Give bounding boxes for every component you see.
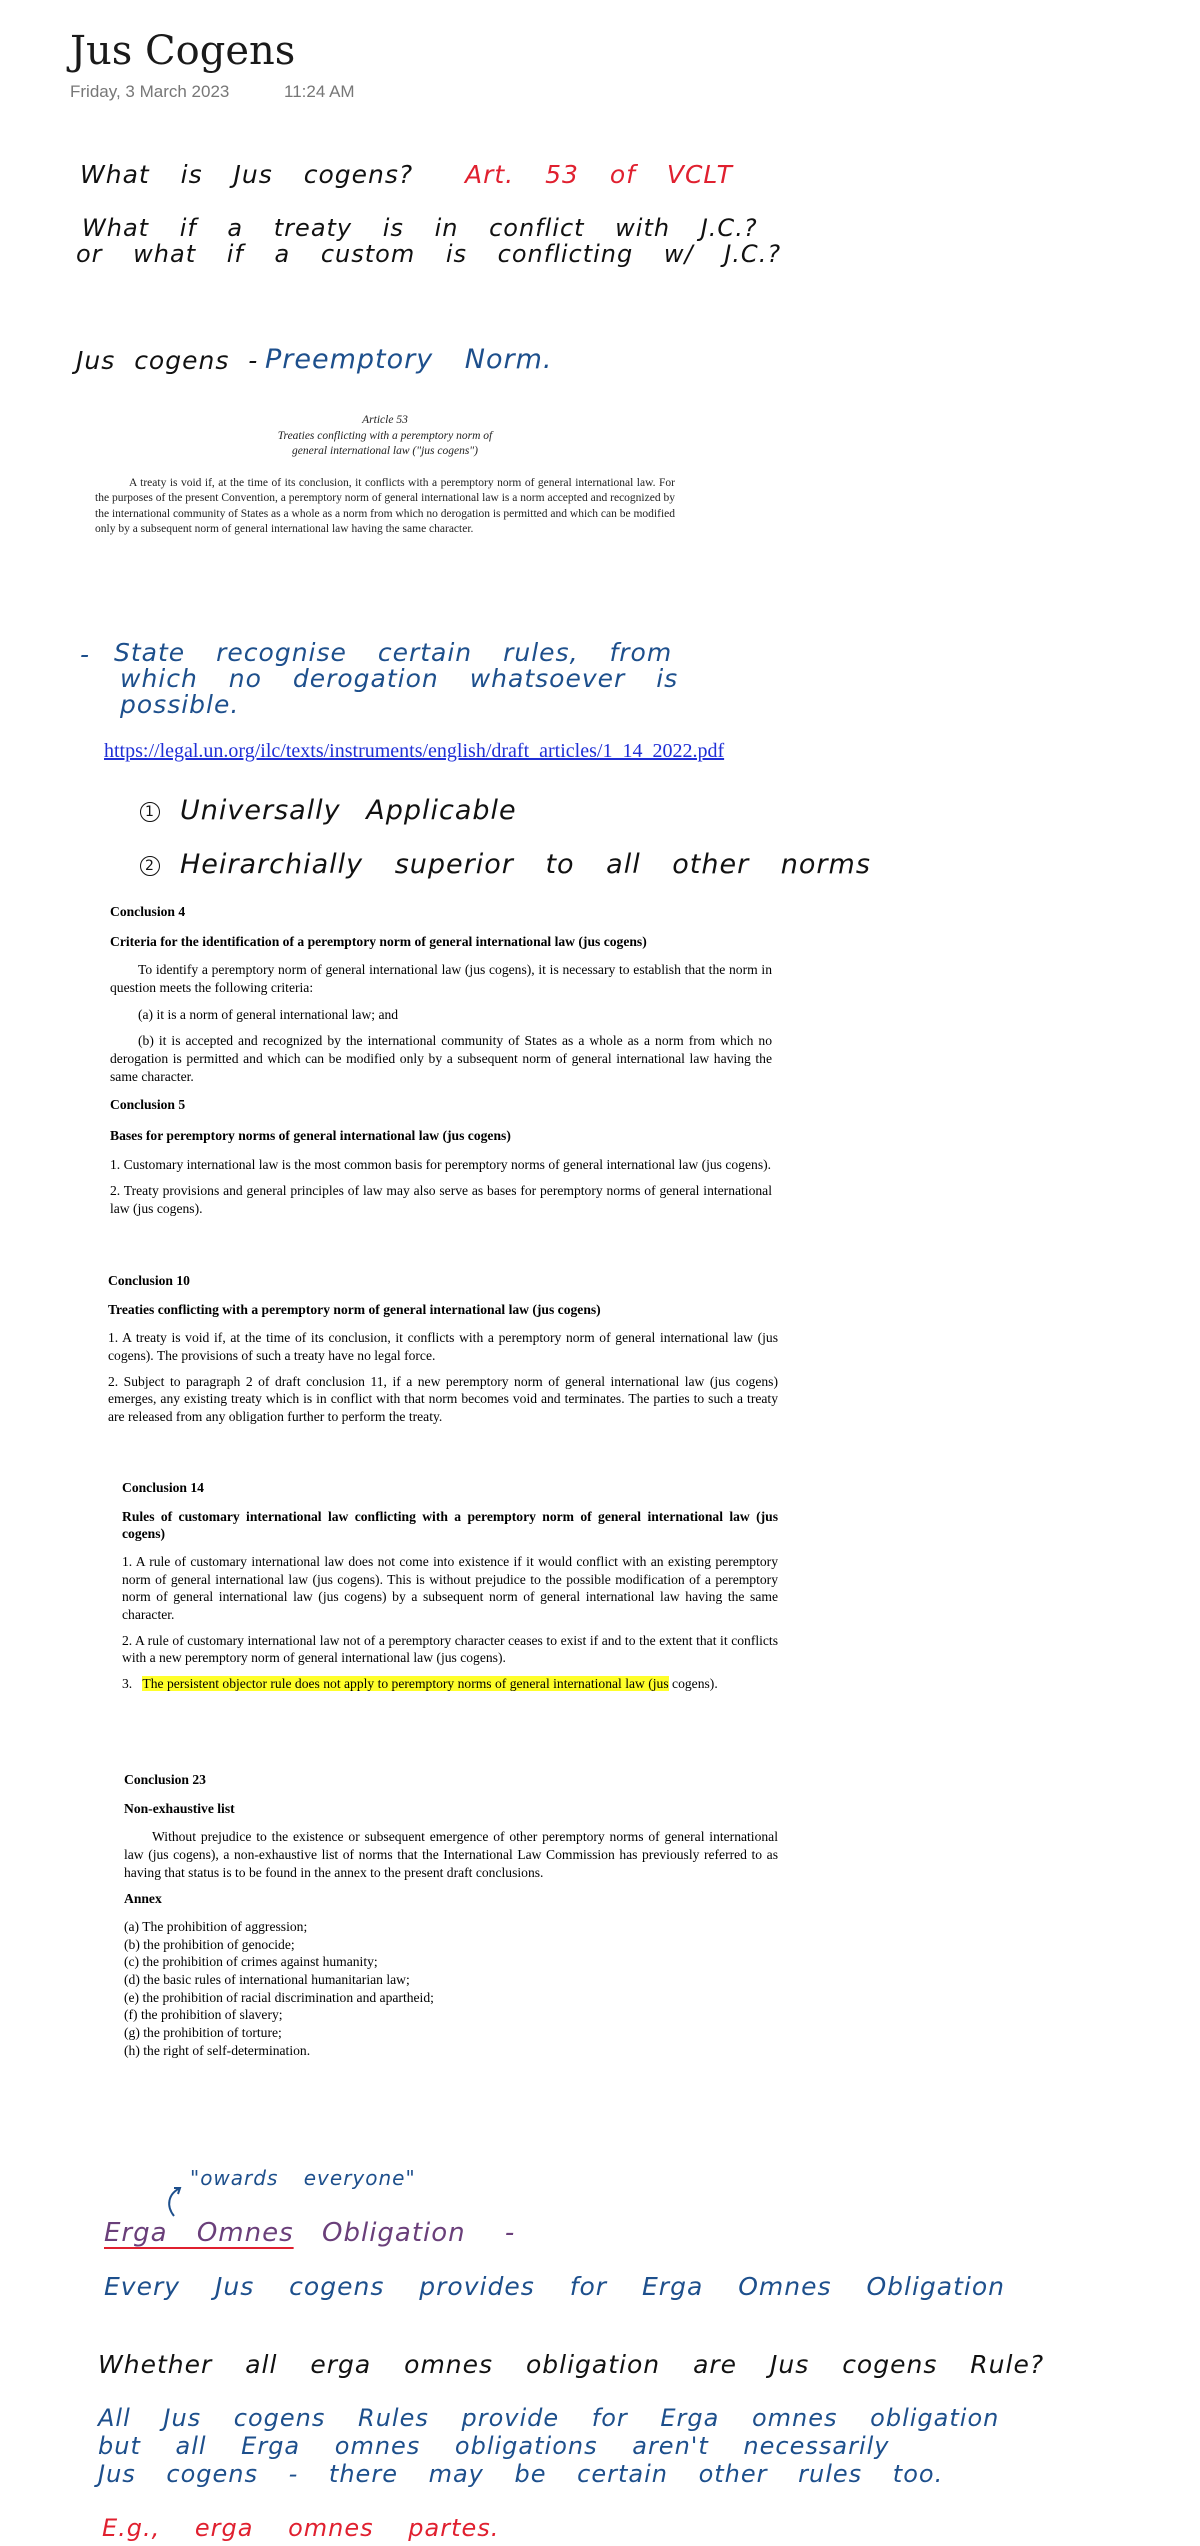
conclusion-10-title: Treaties conflicting with a peremptory norm of general international law (jus cogens) xyxy=(108,1301,601,1317)
conclusion-10-heading: Conclusion 10 xyxy=(108,1273,190,1288)
note-state-line-3: possible. xyxy=(120,690,240,719)
note-example: E.g., erga omnes partes. xyxy=(102,2514,500,2542)
conclusion-10-para-1: 1. A treaty is void if, at the time of its conclusion, it conflicts with a peremptory norm of general international law (jus cogens). The provisions of such a treaty have no legal force. xyxy=(108,1330,778,1364)
note-whether-question: Whether all erga omnes obligation are Jus cogens Rule? xyxy=(98,2350,1045,2379)
conclusion-23-intro: Without prejudice to the existence or subsequent emergence of other peremptory norms of general international law (jus cogens), a non-exhaustive list of norms that the International Law Commission has previously referred to as having that status is to be found in the annex to the present draft conclusions. xyxy=(124,1829,778,1880)
annex-item: (d) the basic rules of international humanitarian law; xyxy=(124,1972,410,1988)
annex-list xyxy=(124,1918,778,2059)
conclusion-14 xyxy=(122,1479,778,1693)
annex-item: (b) the prohibition of genocide; xyxy=(124,1936,295,1952)
draft-articles-link[interactable]: https://legal.un.org/ilc/texts/instruments/english/draft_articles/1_14_2022.pdf xyxy=(104,740,725,762)
note-erga-omnes-label: Erga Omnes xyxy=(104,2218,294,2248)
page-title: Jus Cogens xyxy=(70,28,296,74)
conclusion-4-heading: Conclusion 4 xyxy=(110,904,186,919)
note-point-1 xyxy=(140,795,517,826)
note-every-jus-cogens: Every Jus cogens provides for Erga Omnes Obligation xyxy=(104,2272,1005,2301)
conclusion-4-intro: To identify a peremptory norm of general international law (jus cogens), it is necessary to establish that the norm in question meets the following criteria: xyxy=(110,962,772,996)
conclusion-10 xyxy=(108,1272,778,1426)
article-53-excerpt xyxy=(95,413,675,538)
conclusion-23 xyxy=(124,1771,778,2059)
note-question-what-is: What is Jus cogens? xyxy=(80,160,414,189)
note-point-1-text: Universally Applicable xyxy=(180,795,517,826)
conclusion-14-heading: Conclusion 14 xyxy=(122,1480,204,1495)
note-erga-omnes-obligation: Obligation - xyxy=(322,2218,516,2248)
annex-item: (f) the prohibition of slavery; xyxy=(124,2007,283,2023)
page-date: Friday, 3 March 2023 xyxy=(70,82,230,101)
note-answer-line-3: Jus cogens - there may be certain other rules too. xyxy=(98,2460,944,2488)
conclusion-14-para-1: 1. A rule of customary international law does not come into existence if it would conflict with an existing peremptory norm of general international law (jus cogens). This is without prejudice to the possible modification of a peremptory norm of general international law (jus cogens) by a subsequent norm of general international law having the same character. xyxy=(122,1554,778,1623)
conclusion-4 xyxy=(110,903,772,1085)
note-definition-label: Jus cogens - xyxy=(76,346,259,375)
note-state-line-2: which no derogation whatsoever is xyxy=(120,664,679,693)
note-state-line-1: State recognise certain rules, from xyxy=(114,638,673,667)
note-towards-everyone: "owards everyone" xyxy=(190,2166,416,2190)
conclusion-5-heading: Conclusion 5 xyxy=(110,1097,186,1112)
conclusion-14-title: Rules of customary international law conflicting with a peremptory norm of general international law (jus cogens) xyxy=(122,1508,778,1542)
caret-arrow-icon xyxy=(160,2180,190,2220)
note-dash: - xyxy=(80,640,91,669)
note-question-treaty: What if a treaty is in conflict with J.C.? xyxy=(82,214,758,242)
conclusion-14-para-2: 2. A rule of customary international law not of a peremptory character ceases to exist if and to the extent that it conflicts with a new peremptory norm of general international law (jus cogens). xyxy=(122,1632,778,1666)
note-question-custom: or what if a custom is conflicting w/ J.C.? xyxy=(76,240,782,268)
annex-item: (e) the prohibition of racial discrimination and apartheid; xyxy=(124,1989,434,2005)
annex-item: (g) the prohibition of torture; xyxy=(124,2025,282,2041)
article-53-heading: Article 53 xyxy=(362,414,408,426)
conclusion-23-heading: Conclusion 23 xyxy=(124,1772,206,1787)
annex-item: (c) the prohibition of crimes against humanity; xyxy=(124,1954,378,1970)
conclusion-5-para-1: 1. Customary international law is the most common basis for peremptory norms of general international law (jus cogens). xyxy=(110,1157,772,1173)
page-time: 11:24 AM xyxy=(284,82,355,101)
number-2-icon: 2 xyxy=(140,856,160,876)
article-53-subheading-2: general international law ("jus cogens") xyxy=(292,445,478,458)
note-definition-value: Preemptory Norm. xyxy=(265,344,553,375)
conclusion-14-para-3-number: 3. xyxy=(122,1676,133,1692)
note-point-2-text: Heirarchially superior to all other norms xyxy=(180,849,871,880)
note-answer-line-1: All Jus cogens Rules provide for Erga omnes obligation xyxy=(98,2404,1000,2432)
note-vclt-reference: Art. 53 of VCLT xyxy=(465,160,733,189)
conclusion-14-para-3 xyxy=(122,1675,778,1693)
annex-item: (a) The prohibition of aggression; xyxy=(124,1919,308,1935)
conclusion-10-para-2: 2. Subject to paragraph 2 of draft conclusion 11, if a new peremptory norm of general international law (jus cogens) emerges, any existing treaty which is in conflict with that norm becomes void and terminates. The parties to such a treaty are released from any obligation further to perform the treaty. xyxy=(108,1373,778,1425)
conclusion-23-title: Non-exhaustive list xyxy=(124,1800,235,1816)
conclusion-4-title: Criteria for the identification of a peremptory norm of general international law (jus cogens) xyxy=(110,933,647,949)
article-53-body: A treaty is void if, at the time of its conclusion, it conflicts with a peremptory norm of general international law. For the purposes of the present Convention, a peremptory norm of general international law is a norm accepted and recognized by the international community of States as a whole as a norm from which no derogation is permitted and which can be modified only by a subsequent norm of general international law having the same character. xyxy=(95,476,675,536)
persistent-objector-highlight: The persistent objector rule does not apply to peremptory norms of general international law (jus xyxy=(142,1676,669,1692)
note-answer-line-2: but all Erga omnes obligations aren't necessarily xyxy=(98,2432,890,2460)
conclusion-14-para-3-tail: cogens). xyxy=(672,1676,718,1692)
annex-heading: Annex xyxy=(124,1891,162,1907)
conclusion-5-title: Bases for peremptory norms of general international law (jus cogens) xyxy=(110,1127,511,1143)
article-53-subheading-1: Treaties conflicting with a peremptory norm of xyxy=(277,429,493,442)
number-1-icon: 1 xyxy=(140,802,160,822)
annex-item: (h) the right of self-determination. xyxy=(124,2042,311,2058)
note-point-2 xyxy=(140,849,871,880)
conclusion-4-criterion-b: (b) it is accepted and recognized by the international community of States as a whole as a norm from which no derogation is permitted and which can be modified only by a subsequent norm of general international law having the same character. xyxy=(110,1033,772,1084)
conclusion-4-criterion-a: (a) it is a norm of general international law; and xyxy=(138,1006,399,1022)
conclusion-5 xyxy=(110,1096,772,1217)
conclusion-5-para-2: 2. Treaty provisions and general principles of law may also serve as bases for peremptory norms of general international law (jus cogens). xyxy=(110,1183,772,1216)
